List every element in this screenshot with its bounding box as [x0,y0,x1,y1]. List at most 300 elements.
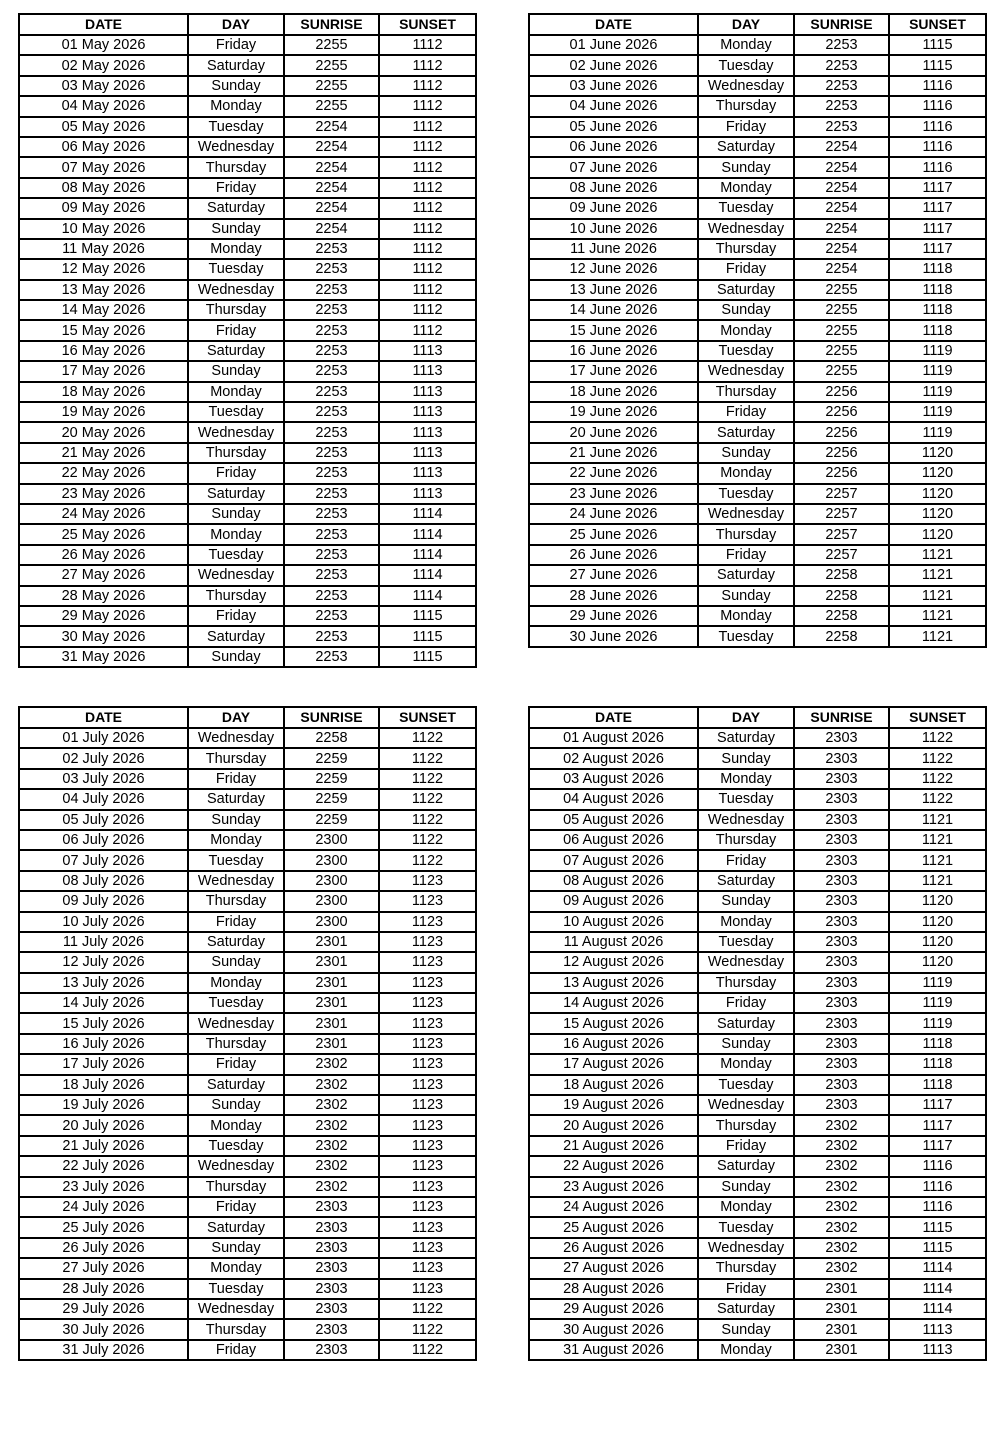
table-row [19,830,476,850]
table-row [19,647,476,667]
table-row [529,1279,986,1299]
sunrise-cell: 2302 [284,1177,379,1197]
sunrise-cell: 2259 [284,748,379,768]
date-cell: 08 July 2026 [19,871,188,891]
sunrise-cell: 2302 [284,1075,379,1095]
table-row [529,850,986,870]
sunset-cell: 1119 [889,402,986,422]
date-cell: 28 July 2026 [19,1279,188,1299]
sunset-cell: 1117 [889,178,986,198]
sunset-cell: 1113 [889,1340,986,1360]
table-row [19,402,476,422]
sunrise-cell: 2303 [284,1258,379,1278]
sunrise-cell: 2256 [794,382,889,402]
sunrise-cell: 2253 [794,35,889,55]
day-cell: Friday [188,1340,284,1360]
day-cell: Wednesday [188,1013,284,1033]
table-row [529,219,986,239]
day-cell: Friday [188,606,284,626]
sunrise-cell: 2259 [284,769,379,789]
table-row [529,117,986,137]
table-row [19,300,476,320]
table-row [529,320,986,340]
sunset-cell: 1116 [889,1156,986,1176]
day-cell: Saturday [698,422,794,442]
day-cell: Wednesday [188,137,284,157]
date-cell: 09 May 2026 [19,198,188,218]
table-row [529,280,986,300]
sunrise-cell: 2255 [284,96,379,116]
table-row [529,259,986,279]
sunrise-cell: 2302 [284,1136,379,1156]
day-cell: Sunday [698,1177,794,1197]
table-row [19,96,476,116]
sunrise-cell: 2254 [794,219,889,239]
day-cell: Friday [188,912,284,932]
table-row [529,1013,986,1033]
day-cell: Monday [698,912,794,932]
day-cell: Wednesday [188,1299,284,1319]
table-row [19,463,476,483]
sunset-cell: 1116 [889,1197,986,1217]
sunrise-cell: 2253 [284,239,379,259]
date-cell: 10 June 2026 [529,219,698,239]
day-cell: Tuesday [698,484,794,504]
sunset-cell: 1114 [379,545,476,565]
sunrise-cell: 2303 [794,932,889,952]
table-row [529,830,986,850]
day-cell: Saturday [698,728,794,748]
sunset-cell: 1123 [379,993,476,1013]
day-cell: Saturday [188,626,284,646]
date-cell: 25 August 2026 [529,1217,698,1237]
sunset-cell: 1123 [379,912,476,932]
sunset-cell: 1118 [889,1054,986,1074]
sunrise-cell: 2253 [284,647,379,667]
sunset-cell: 1112 [379,198,476,218]
day-cell: Wednesday [698,810,794,830]
sunset-cell: 1123 [379,952,476,972]
table-row [529,484,986,504]
sunset-cell: 1119 [889,341,986,361]
sunset-cell: 1121 [889,830,986,850]
sunrise-cell: 2302 [794,1136,889,1156]
sun-table-june [528,13,987,648]
sunset-cell: 1116 [889,117,986,137]
sunrise-cell: 2253 [284,565,379,585]
date-cell: 26 June 2026 [529,545,698,565]
sunrise-cell: 2301 [794,1340,889,1360]
date-cell: 19 June 2026 [529,402,698,422]
sunrise-cell: 2303 [284,1319,379,1339]
date-cell: 26 July 2026 [19,1238,188,1258]
day-cell: Friday [698,1279,794,1299]
sunset-cell: 1118 [889,259,986,279]
sunset-cell: 1120 [889,891,986,911]
table-row [529,1156,986,1176]
table-row [529,198,986,218]
day-cell: Tuesday [698,789,794,809]
sunset-cell: 1117 [889,1136,986,1156]
sunrise-cell: 2255 [284,76,379,96]
date-cell: 07 August 2026 [529,850,698,870]
date-cell: 25 May 2026 [19,524,188,544]
sunset-cell: 1123 [379,1115,476,1135]
table-row [529,606,986,626]
date-cell: 14 June 2026 [529,300,698,320]
date-cell: 16 May 2026 [19,341,188,361]
sunrise-cell: 2254 [794,239,889,259]
table-row [529,463,986,483]
sunrise-cell: 2301 [284,932,379,952]
date-cell: 09 June 2026 [529,198,698,218]
header-sunset: SUNSET [379,14,476,35]
day-cell: Monday [698,35,794,55]
date-cell: 02 July 2026 [19,748,188,768]
sunset-cell: 1120 [889,463,986,483]
date-cell: 03 August 2026 [529,769,698,789]
day-cell: Sunday [188,952,284,972]
table-row [19,1075,476,1095]
table-row [19,1054,476,1074]
date-cell: 14 August 2026 [529,993,698,1013]
sunrise-cell: 2300 [284,830,379,850]
table-header-row [19,707,476,728]
day-cell: Saturday [188,789,284,809]
date-cell: 12 June 2026 [529,259,698,279]
table-row [529,1299,986,1319]
sunrise-cell: 2303 [794,830,889,850]
day-cell: Tuesday [698,1075,794,1095]
table-header-row [529,707,986,728]
sunrise-cell: 2301 [794,1299,889,1319]
date-cell: 05 May 2026 [19,117,188,137]
day-cell: Thursday [188,891,284,911]
day-cell: Thursday [188,300,284,320]
date-cell: 30 June 2026 [529,626,698,646]
table-row [19,382,476,402]
sunset-cell: 1114 [379,586,476,606]
date-cell: 30 May 2026 [19,626,188,646]
table-row [19,1217,476,1237]
day-cell: Thursday [698,524,794,544]
date-cell: 15 June 2026 [529,320,698,340]
sunset-cell: 1120 [889,912,986,932]
day-cell: Tuesday [188,402,284,422]
day-cell: Wednesday [188,422,284,442]
day-cell: Friday [188,463,284,483]
table-row [19,1136,476,1156]
sunrise-cell: 2300 [284,912,379,932]
date-cell: 08 June 2026 [529,178,698,198]
sunset-cell: 1113 [379,361,476,381]
date-cell: 03 May 2026 [19,76,188,96]
day-cell: Saturday [698,1299,794,1319]
date-cell: 20 August 2026 [529,1115,698,1135]
sunrise-cell: 2301 [284,952,379,972]
sunrise-cell: 2302 [284,1095,379,1115]
sunrise-cell: 2253 [284,402,379,422]
date-cell: 18 May 2026 [19,382,188,402]
sunset-cell: 1120 [889,484,986,504]
day-cell: Monday [698,1197,794,1217]
date-cell: 28 June 2026 [529,586,698,606]
date-cell: 03 June 2026 [529,76,698,96]
sunset-cell: 1121 [889,810,986,830]
day-cell: Monday [698,1054,794,1074]
table-row [19,422,476,442]
sunset-cell: 1123 [379,891,476,911]
header-day: DAY [698,14,794,35]
date-cell: 13 June 2026 [529,280,698,300]
sunset-cell: 1116 [889,1177,986,1197]
header-date: DATE [529,14,698,35]
table-row [529,1075,986,1095]
day-cell: Thursday [698,1258,794,1278]
sunset-cell: 1121 [889,545,986,565]
day-cell: Monday [188,382,284,402]
sunrise-cell: 2253 [284,382,379,402]
sunrise-cell: 2258 [284,728,379,748]
sunrise-cell: 2257 [794,545,889,565]
sunset-cell: 1114 [889,1299,986,1319]
table-row [19,219,476,239]
sunrise-cell: 2300 [284,891,379,911]
table-row [19,810,476,830]
sunset-cell: 1121 [889,871,986,891]
day-cell: Monday [698,606,794,626]
date-cell: 04 May 2026 [19,96,188,116]
day-cell: Friday [698,850,794,870]
day-cell: Thursday [188,748,284,768]
sunset-cell: 1122 [379,789,476,809]
table-row [19,361,476,381]
sunset-cell: 1122 [379,728,476,748]
sunset-cell: 1116 [889,157,986,177]
sunset-cell: 1112 [379,117,476,137]
day-cell: Saturday [698,137,794,157]
table-row [19,728,476,748]
header-sunrise: SUNRISE [794,707,889,728]
table-row [529,565,986,585]
date-cell: 13 July 2026 [19,973,188,993]
table-row [19,891,476,911]
date-cell: 31 May 2026 [19,647,188,667]
table-row [19,850,476,870]
day-cell: Wednesday [698,361,794,381]
date-cell: 11 June 2026 [529,239,698,259]
date-cell: 09 July 2026 [19,891,188,911]
table-row [529,524,986,544]
sunset-cell: 1112 [379,96,476,116]
sunrise-cell: 2253 [794,117,889,137]
sunset-cell: 1123 [379,1013,476,1033]
day-cell: Sunday [188,1238,284,1258]
date-cell: 22 August 2026 [529,1156,698,1176]
sunset-cell: 1112 [379,35,476,55]
table-row [19,952,476,972]
table-header-row [19,14,476,35]
day-cell: Monday [698,1340,794,1360]
date-cell: 24 July 2026 [19,1197,188,1217]
day-cell: Tuesday [188,545,284,565]
day-cell: Sunday [188,647,284,667]
day-cell: Friday [698,545,794,565]
date-cell: 23 July 2026 [19,1177,188,1197]
table-row [19,606,476,626]
date-cell: 27 August 2026 [529,1258,698,1278]
table-row [19,55,476,75]
sunrise-cell: 2303 [794,1075,889,1095]
date-cell: 31 August 2026 [529,1340,698,1360]
table-row [19,1115,476,1135]
date-cell: 23 June 2026 [529,484,698,504]
sunset-cell: 1112 [379,137,476,157]
date-cell: 26 August 2026 [529,1238,698,1258]
day-cell: Saturday [188,341,284,361]
sunset-cell: 1116 [889,137,986,157]
date-cell: 22 June 2026 [529,463,698,483]
sunrise-cell: 2253 [284,341,379,361]
table-row [529,912,986,932]
sunrise-cell: 2303 [794,789,889,809]
sunrise-cell: 2254 [284,157,379,177]
sunset-cell: 1120 [889,932,986,952]
sunset-cell: 1114 [379,524,476,544]
header-date: DATE [19,14,188,35]
day-cell: Thursday [188,1034,284,1054]
date-cell: 30 August 2026 [529,1319,698,1339]
date-cell: 05 July 2026 [19,810,188,830]
header-sunset: SUNSET [889,707,986,728]
sunset-cell: 1117 [889,219,986,239]
day-cell: Sunday [698,1319,794,1339]
table-row [19,1319,476,1339]
day-cell: Friday [698,993,794,1013]
header-day: DAY [188,14,284,35]
date-cell: 12 August 2026 [529,952,698,972]
sunset-cell: 1115 [889,35,986,55]
day-cell: Thursday [188,586,284,606]
table-row [19,1299,476,1319]
sunset-cell: 1123 [379,871,476,891]
date-cell: 04 August 2026 [529,789,698,809]
day-cell: Wednesday [698,1238,794,1258]
table-row [529,504,986,524]
table-row [529,1034,986,1054]
header-day: DAY [188,707,284,728]
day-cell: Thursday [698,830,794,850]
sunset-cell: 1115 [889,1217,986,1237]
header-sunrise: SUNRISE [284,14,379,35]
sunset-cell: 1115 [889,55,986,75]
sunset-cell: 1123 [379,1054,476,1074]
table-row [19,1238,476,1258]
sunrise-cell: 2303 [284,1197,379,1217]
table-row [19,137,476,157]
sunrise-cell: 2254 [794,137,889,157]
table-row [529,55,986,75]
date-cell: 10 May 2026 [19,219,188,239]
date-cell: 18 August 2026 [529,1075,698,1095]
day-cell: Thursday [188,157,284,177]
sunrise-cell: 2302 [794,1217,889,1237]
day-cell: Tuesday [188,1279,284,1299]
date-cell: 29 July 2026 [19,1299,188,1319]
date-cell: 27 July 2026 [19,1258,188,1278]
day-cell: Wednesday [188,871,284,891]
table-row [19,443,476,463]
date-cell: 16 June 2026 [529,341,698,361]
day-cell: Thursday [188,1177,284,1197]
date-cell: 08 August 2026 [529,871,698,891]
sunrise-cell: 2253 [794,96,889,116]
day-cell: Tuesday [188,993,284,1013]
sunrise-cell: 2253 [284,586,379,606]
day-cell: Thursday [188,1319,284,1339]
sunrise-cell: 2303 [794,952,889,972]
date-cell: 30 July 2026 [19,1319,188,1339]
day-cell: Tuesday [188,1136,284,1156]
sunset-cell: 1120 [889,504,986,524]
day-cell: Saturday [698,1156,794,1176]
sunset-cell: 1119 [889,361,986,381]
table-row [19,973,476,993]
sunrise-cell: 2302 [794,1156,889,1176]
table-row [19,341,476,361]
sunrise-cell: 2303 [794,728,889,748]
day-cell: Saturday [188,1075,284,1095]
date-cell: 29 June 2026 [529,606,698,626]
sunrise-cell: 2255 [284,35,379,55]
sunrise-cell: 2303 [794,1034,889,1054]
day-cell: Wednesday [698,952,794,972]
date-cell: 07 July 2026 [19,850,188,870]
table-row [19,1095,476,1115]
day-cell: Monday [188,96,284,116]
date-cell: 14 July 2026 [19,993,188,1013]
day-cell: Sunday [698,586,794,606]
sunset-cell: 1123 [379,1156,476,1176]
day-cell: Friday [188,178,284,198]
sunrise-cell: 2302 [284,1054,379,1074]
date-cell: 13 August 2026 [529,973,698,993]
day-cell: Saturday [188,1217,284,1237]
sunrise-cell: 2253 [284,320,379,340]
table-row [19,769,476,789]
sunset-cell: 1123 [379,1279,476,1299]
sunset-cell: 1119 [889,973,986,993]
sunset-cell: 1113 [379,422,476,442]
table-row [529,1319,986,1339]
date-cell: 06 August 2026 [529,830,698,850]
table-row [19,586,476,606]
day-cell: Tuesday [188,850,284,870]
sunrise-cell: 2253 [284,361,379,381]
sunset-cell: 1113 [379,484,476,504]
date-cell: 25 July 2026 [19,1217,188,1237]
sunrise-cell: 2254 [284,117,379,137]
sunrise-cell: 2303 [794,912,889,932]
date-cell: 22 May 2026 [19,463,188,483]
table-row [19,626,476,646]
day-cell: Wednesday [698,504,794,524]
day-cell: Monday [188,973,284,993]
sunrise-cell: 2253 [284,443,379,463]
table-row [529,96,986,116]
table-row [529,891,986,911]
day-cell: Friday [698,1136,794,1156]
